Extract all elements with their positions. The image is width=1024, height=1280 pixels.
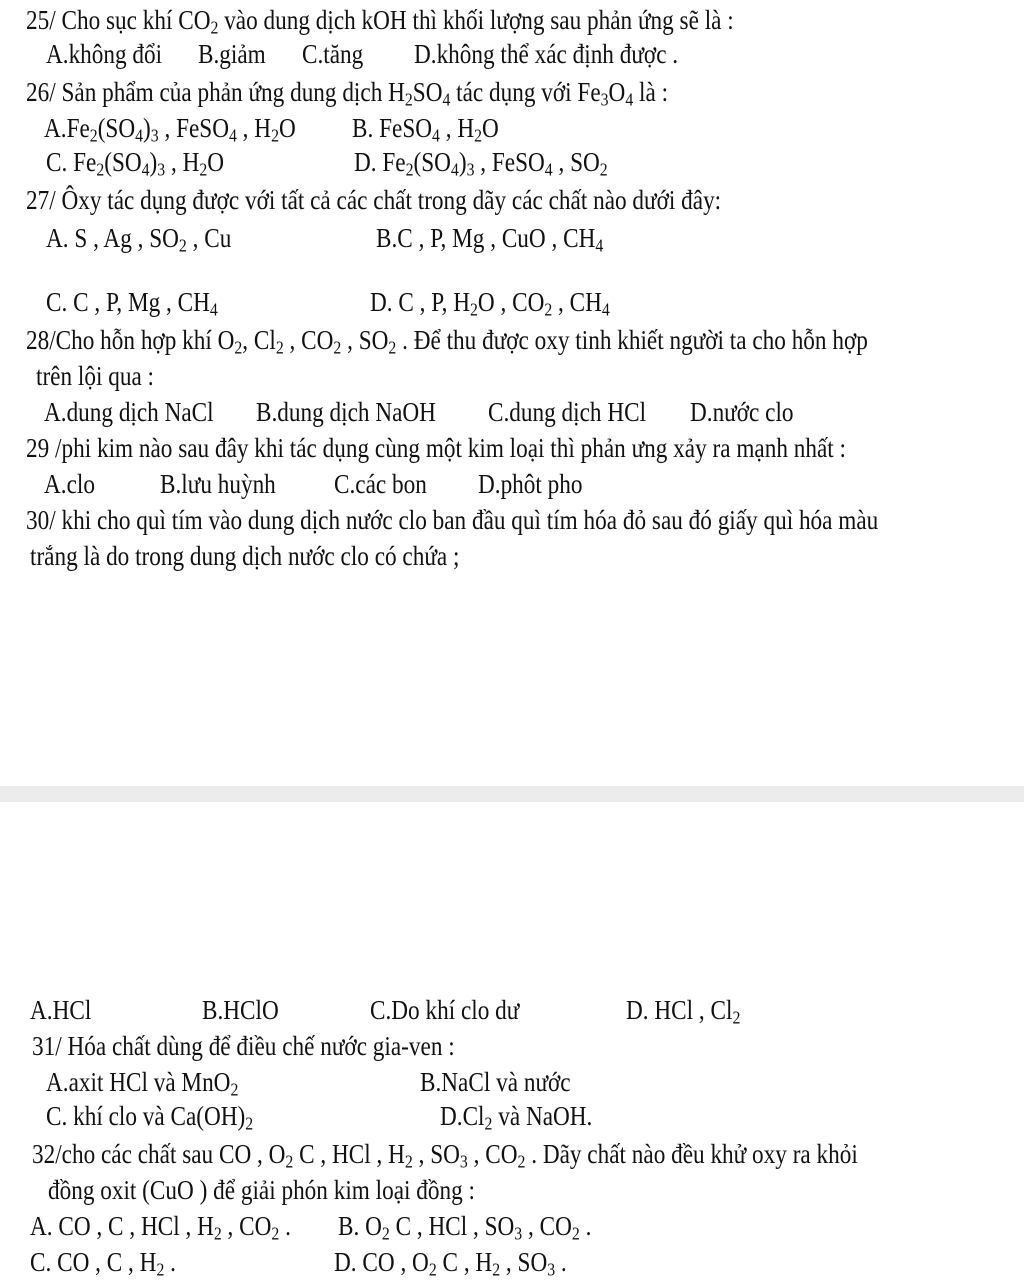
q27-option-b: B.C , P, Mg , CuO , $CH_4$ [376, 223, 604, 256]
q32-option-b: B. $O_2$ C , HCl , $SO_3$ , $CO_2$ . [338, 1211, 592, 1244]
q28-option-c: C.dung dịch HCl [488, 397, 647, 427]
q25-option-c: C.tăng [302, 39, 364, 69]
q25-option-b: B.giảm [198, 39, 266, 69]
q30-question-line2: trắng là do trong dung dịch nước clo có chứa ; [30, 541, 460, 571]
q26-option-a: $A.Fe_2(SO_4)_3$ , FeSO$_4$ , $H_2O$ [44, 113, 296, 146]
page-separator [0, 786, 1024, 802]
q28-question-line2: trên lội qua : [36, 361, 155, 391]
q32-question-line1: 32/cho các chất sau CO , $O_2$ C , HCl , $H_2$ , $SO_3$ , $CO_2$ . Dãy chất nào đều khử oxy ra khỏi [32, 1139, 858, 1172]
q27-question: 27/ Ôxy tác dụng được với tất cả các chất trong dãy các chất nào dưới đây: [26, 185, 722, 215]
q27-option-c: C. C , P, Mg , $CH_4$ [46, 287, 218, 320]
q31-option-b: B.NaCl và nước [420, 1067, 571, 1097]
q29-option-c: C.các bon [334, 469, 427, 499]
q31-option-c: C. khí clo và $Ca(OH)_2$ [46, 1101, 254, 1134]
q25-option-a: A.không đổi [46, 39, 163, 69]
q26-option-d: D. $Fe_2(SO_4)_3$ , FeSO$_4$ , $SO_2$ [354, 147, 608, 180]
q32-question-line2: đồng oxit (CuO ) để giải phón kim loại đồng : [48, 1175, 475, 1205]
q25-question: 25/ Cho sục khí $CO_2$ vào dung dịch kOH thì khối lượng sau phản ứng sẽ là : [26, 5, 734, 38]
q26-question: 26/ Sản phẩm của phản ứng dung dịch $H_2SO_4$ tác dụng với $Fe_3O_4$ là : [26, 77, 669, 110]
q28-option-d: D.nước clo [690, 397, 794, 427]
q30-question-line1: 30/ khi cho quì tím vào dung dịch nước clo ban đầu quì tím hóa đỏ sau đó giấy quì hóa màu [26, 505, 879, 535]
q28-question-line1: 28/Cho hỗn hợp khí $O_2$, $Cl_2$ , $CO_2$ , $SO_2$ . Để thu được oxy tinh khiết người ta cho hỗn hợp [26, 325, 868, 358]
q30-option-c: C.Do khí clo dư [370, 995, 520, 1025]
document-page-bottom [0, 802, 1024, 1280]
q31-question: 31/ Hóa chất dùng để điều chế nước gia-ven : [32, 1031, 455, 1061]
q32-option-d: D. CO , $O_2$ C , $H_2$ , $SO_3$ . [334, 1247, 567, 1280]
q31-option-a: A.axit HCl và MnO$_2$ [46, 1067, 239, 1100]
q30-option-a: A.HCl [30, 995, 92, 1025]
q32-option-a: A. CO , C , HCl , $H_2$ , $CO_2$ . [30, 1211, 291, 1244]
q27-option-a: A. S , Ag , $SO_2$ , Cu [46, 223, 232, 256]
q26-option-b: B. FeSO$_4$ , $H_2O$ [352, 113, 499, 146]
q32-option-c: C. CO , C , $H_2$ . [30, 1247, 176, 1280]
q28-option-a: A.dung dịch NaCl [44, 397, 214, 427]
q26-option-c: C. $Fe_2(SO_4)_3$ , $H_2O$ [46, 147, 225, 180]
q30-option-b: B.HClO [202, 995, 279, 1025]
q30-option-d: D. HCl , $Cl_2$ [626, 995, 741, 1028]
q29-option-a: A.clo [44, 469, 95, 499]
q29-option-b: B.lưu huỳnh [160, 469, 276, 499]
q31-option-d: $D.Cl_2$ và NaOH. [440, 1101, 593, 1134]
q25-option-d: D.không thể xác định được . [414, 39, 679, 69]
q28-option-b: B.dung dịch NaOH [256, 397, 436, 427]
q29-option-d: D.phôt pho [478, 469, 583, 499]
q29-question: 29 /phi kim nào sau đây khi tác dụng cùng một kim loại thì phản ưng xảy ra mạnh nhất : [26, 433, 846, 463]
q27-option-d: D. C , P, $H_2O$ , $CO_2$ , $CH_4$ [370, 287, 610, 320]
